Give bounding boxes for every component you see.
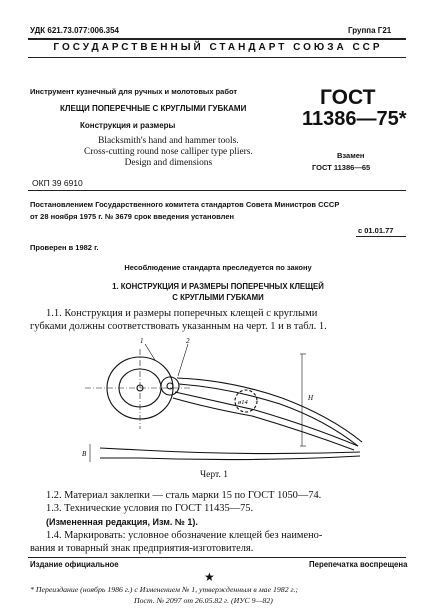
replaces-label: Взамен: [337, 151, 365, 160]
reprint-prohibited: Перепечатка воспрещена: [309, 560, 408, 569]
section-heading: С КРУГЛЫМИ ГУБКАМИ: [172, 293, 264, 302]
amendment-note: (Измененная редакция, Изм. № 1).: [46, 517, 198, 527]
upper-handle-top: [177, 378, 362, 442]
standard-subtitle: Конструкция и размеры: [80, 121, 176, 130]
decree-line: Постановлением Государственного комитета стандартов Совета Министров СССР: [30, 200, 340, 209]
decree-line: от 28 ноября 1975 г. № 3679 срок введения установлен: [30, 212, 235, 221]
official-edition: Издание официальное: [30, 560, 119, 569]
hole-label: ø14: [238, 399, 248, 406]
section-heading: 1. КОНСТРУКЦИЯ И РАЗМЕРЫ ПОПЕРЕЧНЫХ КЛЕЩЕЙ: [112, 282, 324, 291]
english-title-line: Cross-cutting round nose calliper type pliers.: [84, 147, 253, 157]
english-title-line: Design and dimensions: [124, 158, 213, 168]
callout-2: 2: [186, 337, 190, 345]
reissue-note: * Переиздание (ноябрь 1986 г.) с Изменением № 1, утвержденным в мае 1982 г.;: [30, 585, 299, 594]
okp-code: ОКП 39 6910: [32, 178, 83, 188]
state-standard-banner: ГОСУДАРСТВЕННЫЙ СТАНДАРТ СОЮЗА ССР: [53, 42, 383, 53]
figure-caption: Черт. 1: [200, 470, 228, 480]
paragraph-1-2: 1.2. Материал заклепки — сталь марки 15 по ГОСТ 1050—74.: [46, 490, 322, 501]
header-rule-top: [28, 38, 406, 40]
paragraph-1-1-cont: губками должны соответствовать указанным на черт. 1 и в табл. 1.: [30, 321, 327, 332]
dimension-b-label: B: [82, 450, 87, 458]
paragraph-1-1: 1.1. Конструкция и размеры поперечных клещей с круглыми: [46, 308, 318, 319]
law-warning: Несоблюдение стандарта преследуется по закону: [124, 263, 312, 272]
effective-date: с 01.01.77: [358, 226, 394, 235]
star-icon: ★: [204, 570, 215, 584]
paragraph-1-4-cont: вания и товарный знак предприятия-изготовителя.: [30, 543, 254, 554]
gost-number: 11386—75*: [302, 108, 407, 130]
side-profile: [100, 448, 360, 454]
udk-code: УДК 621.73.077:006.354: [30, 26, 119, 35]
standard-name: КЛЕЩИ ПОПЕРЕЧНЫЕ С КРУГЛЫМИ ГУБКАМИ: [60, 104, 247, 113]
paragraph-1-3: 1.3. Технические условия по ГОСТ 11435—75.: [46, 503, 254, 514]
title-rule: [28, 190, 406, 191]
group-code: Группа Г21: [348, 26, 392, 35]
dimension-h-label: H: [308, 394, 314, 402]
callout-leader-2: [178, 344, 188, 376]
footer-rule: [28, 557, 406, 558]
header-rule-bottom: [28, 57, 406, 58]
english-title-line: Blacksmith's hand and hammer tools.: [98, 136, 239, 146]
reissue-note-cont: Пост. № 2097 от 26.05.82 г. (ИУС 9—82): [134, 596, 273, 605]
tongs-drawing: [80, 334, 390, 469]
paragraph-1-4: 1.4. Маркировать: условное обозначение клещей без наименo-: [46, 530, 323, 541]
replaces-standard: ГОСТ 11386—65: [312, 163, 371, 172]
effective-date-rule: [356, 236, 406, 237]
tool-category: Инструмент кузнечный для ручных и молотовых работ: [30, 87, 238, 96]
checked-year: Проверен в 1982 г.: [30, 243, 99, 252]
callout-1: 1: [140, 337, 144, 345]
english-title: [84, 136, 253, 169]
lower-handle-bottom: [173, 398, 354, 450]
gost-label: ГОСТ: [320, 86, 376, 109]
